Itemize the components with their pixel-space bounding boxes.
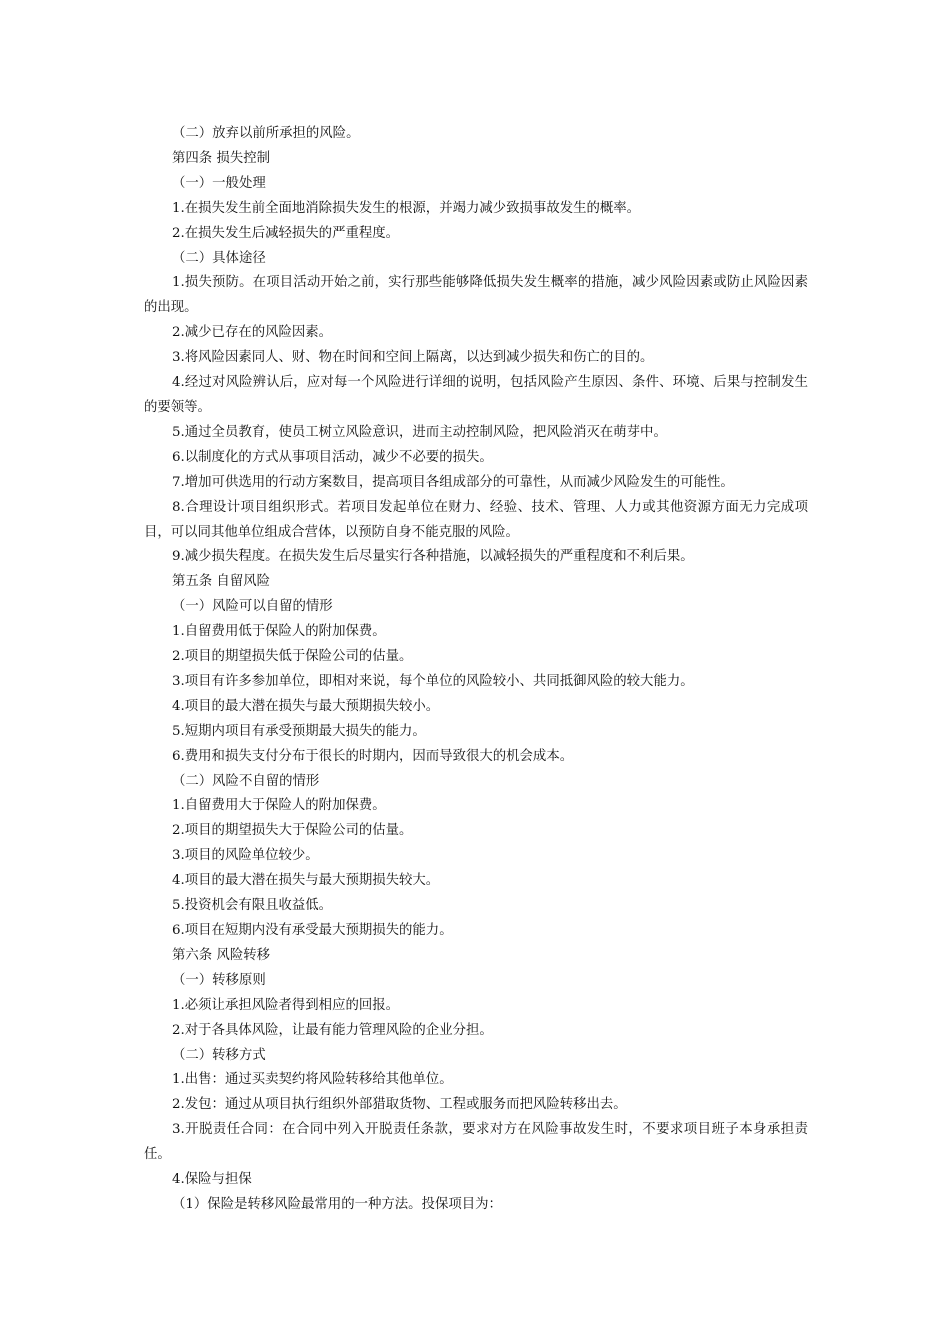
paragraph-section-heading: （二）放弃以前所承担的风险。 xyxy=(172,126,360,141)
list-item: 8.合理设计项目组织形式。若项目发起单位在财力、经验、技术、管理、人力或其他资源方面无力完成项目，可以同其他单位组成合营体，以预防自身不能克服的风险。 xyxy=(144,499,808,540)
section-heading: （一）一般处理 xyxy=(172,175,266,191)
list-item: 4.经过对风险辨认后，应对每一个风险进行详细的说明，包括风险产生原因、条件、环境、后果与控制发生的要领等。 xyxy=(144,375,808,415)
list-item: 6.以制度化的方式从事项目活动，减少不必要的损失。 xyxy=(172,449,493,465)
list-item: 2.在损失发生后减轻损失的严重程度。 xyxy=(172,225,400,241)
list-item: 3.项目的风险单位较少。 xyxy=(172,848,319,864)
list-item: （1）保险是转移风险最常用的一种方法。投保项目为： xyxy=(172,1196,502,1212)
article-heading: 第四条 损失控制 xyxy=(172,150,270,166)
list-item: 9.减少损失程度。在损失发生后尽量实行各种措施，以减轻损失的严重程度和不利后果。 xyxy=(172,549,694,565)
list-item: 4.项目的最大潜在损失与最大预期损失较大。 xyxy=(172,873,440,889)
article-heading: 第六条 风险转移 xyxy=(172,947,270,963)
list-item: 1.自留费用大于保险人的附加保费。 xyxy=(172,798,386,814)
document-body xyxy=(144,122,808,1218)
list-item: 2.减少已存在的风险因素。 xyxy=(172,325,333,341)
list-item: 2.发包：通过从项目执行组织外部猎取货物、工程或服务而把风险转移出去。 xyxy=(172,1097,627,1113)
list-item: 4.项目的最大潜在损失与最大预期损失较小。 xyxy=(172,698,440,714)
list-item: 3.项目有许多参加单位，即相对来说，每个单位的风险较小、共同抵御风险的较大能力。 xyxy=(172,673,694,689)
section-heading: （二）具体途径 xyxy=(172,250,266,266)
list-item: 1.出售：通过买卖契约将风险转移给其他单位。 xyxy=(172,1072,453,1088)
list-item: 3.将风险因素同人、财、物在时间和空间上隔离，以达到减少损失和伤亡的目的。 xyxy=(172,350,654,366)
article-heading: 第五条 自留风险 xyxy=(172,574,270,590)
list-item: 2.对于各具体风险，让最有能力管理风险的企业分担。 xyxy=(172,1022,493,1038)
list-item: 4.保险与担保 xyxy=(172,1172,252,1188)
list-item: 2.项目的期望损失低于保险公司的估量。 xyxy=(172,649,413,665)
list-item: 5.通过全员教育，使员工树立风险意识，进而主动控制风险，把风险消灭在萌芽中。 xyxy=(172,424,667,440)
list-item: 1.在损失发生前全面地消除损失发生的根源，并竭力减少致损事故发生的概率。 xyxy=(172,200,641,216)
list-item: 5.短期内项目有承受预期最大损失的能力。 xyxy=(172,723,426,739)
list-item: 7.增加可供选用的行动方案数目，提高项目各组成部分的可靠性，从而减少风险发生的可能性。 xyxy=(172,474,734,490)
list-item: 6.费用和损失支付分布于很长的时期内，因而导致很大的机会成本。 xyxy=(172,748,574,764)
list-item: 1.自留费用低于保险人的附加保费。 xyxy=(172,624,386,640)
section-heading: （二）转移方式 xyxy=(172,1047,266,1063)
list-item: 2.项目的期望损失大于保险公司的估量。 xyxy=(172,823,413,839)
section-heading: （一）风险可以自留的情形 xyxy=(172,599,333,615)
list-item: 5.投资机会有限且收益低。 xyxy=(172,898,333,914)
list-item: 6.项目在短期内没有承受最大预期损失的能力。 xyxy=(172,923,453,938)
section-heading: （一）转移原则 xyxy=(172,972,266,988)
list-item: 3.开脱责任合同：在合同中列入开脱责任条款，要求对方在风险事故发生时，不要求项目班子本身承担责任。 xyxy=(144,1122,808,1163)
section-heading: （二）风险不自留的情形 xyxy=(172,773,320,789)
list-item: 1.必须让承担风险者得到相应的回报。 xyxy=(172,997,400,1013)
list-item: 1.损失预防。在项目活动开始之前，实行那些能够降低损失发生概率的措施，减少风险因素或防止风险因素的出现。 xyxy=(144,275,808,316)
